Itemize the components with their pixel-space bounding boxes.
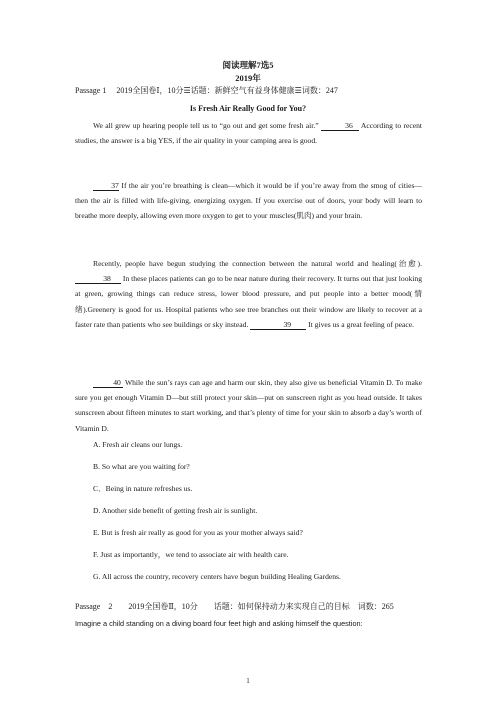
blank-36: 36 xyxy=(321,121,359,131)
passage1-paragraph-2 xyxy=(75,178,422,224)
passage1-paragraph-1 xyxy=(75,118,422,148)
passage2-heading: Passage 2 2019全国卷Ⅱ，10分 话题：如何保持动力来实现自己的目标 词数：265 xyxy=(75,602,394,611)
page-number: 1 xyxy=(246,677,250,685)
passage1-title: Is Fresh Air Really Good for You? xyxy=(189,104,307,113)
passage2-first-line: Imagine a child standing on a diving board four feet high and asking himself the question: xyxy=(75,619,363,628)
paragraph-text: It gives us a great feeling of peace. xyxy=(306,319,414,329)
paragraph-text: Recently, people have begun studying the connection between the natural world and healing(治愈). xyxy=(93,259,422,268)
passage1-paragraph-4 xyxy=(75,375,422,436)
document-title: 阅读理解7选5 xyxy=(222,60,274,70)
option-d: D. Another side benefit of getting fresh air is sunlight. xyxy=(93,506,258,515)
passage1-heading: Passage 1 2019全国卷Ⅰ，10分☰话题：新鲜空气有益身体健康☰词数：247 xyxy=(75,86,338,95)
passage1-paragraph-3 xyxy=(75,256,422,332)
option-e: E. But is fresh air really as good for you as your mother always said? xyxy=(93,528,303,537)
option-c: C．Being in nature refreshes us. xyxy=(93,484,193,493)
option-b: B. So what are you waiting for? xyxy=(93,462,190,471)
blank-38: 38 xyxy=(75,274,121,284)
blank-37: 37 xyxy=(93,181,119,191)
blank-40: 40 xyxy=(93,378,123,388)
option-f: F. Just as importantly，we tend to associate air with health care. xyxy=(93,550,289,559)
paragraph-text: If the air you’re breathing is clean—which it would be if you’re away from the smog of cities—then the air is filled with life-giving, energizing oxygen. If you exercise out of doors, your body will learn to breathe more deeply, allowing even more oxygen to get to your muscles(肌肉) and your brain. xyxy=(75,181,422,221)
paragraph-text: While the sun’s rays can age and harm our skin, they also give us beneficial Vitamin D. To make sure you get enough Vitamin D—but still protect your skin—put on sunscreen right as you head outside. It takes sunscreen about fifteen minutes to start working, and that’s plenty of time for your skin to absorb a day’s worth of Vitamin D. xyxy=(75,378,422,433)
option-g: G. All across the country, recovery centers have begun building Healing Gardens. xyxy=(93,572,341,581)
option-a: A. Fresh air cleans our lungs. xyxy=(93,440,183,449)
blank-39: 39 xyxy=(250,320,306,330)
paragraph-text: We all grew up hearing people tell us to “go out and get some fresh air.” xyxy=(93,121,321,130)
paragraph-text: According to recent studies, the answer is a big YES, if the air quality in your camping area is good. xyxy=(75,121,423,146)
document-year: 2019年 xyxy=(235,73,261,83)
paragraph-text: In these places patients can go to be near nature during their recovery. It turns out that just looking at green, growing things can reduce stress, lower blood pressure, and put people into a better mood(情绪).Greenery is good for us. Hospital patients who see tree branches out their window are likely to recover at a faster rate than patients who see buildings or sky instead. xyxy=(75,274,422,329)
